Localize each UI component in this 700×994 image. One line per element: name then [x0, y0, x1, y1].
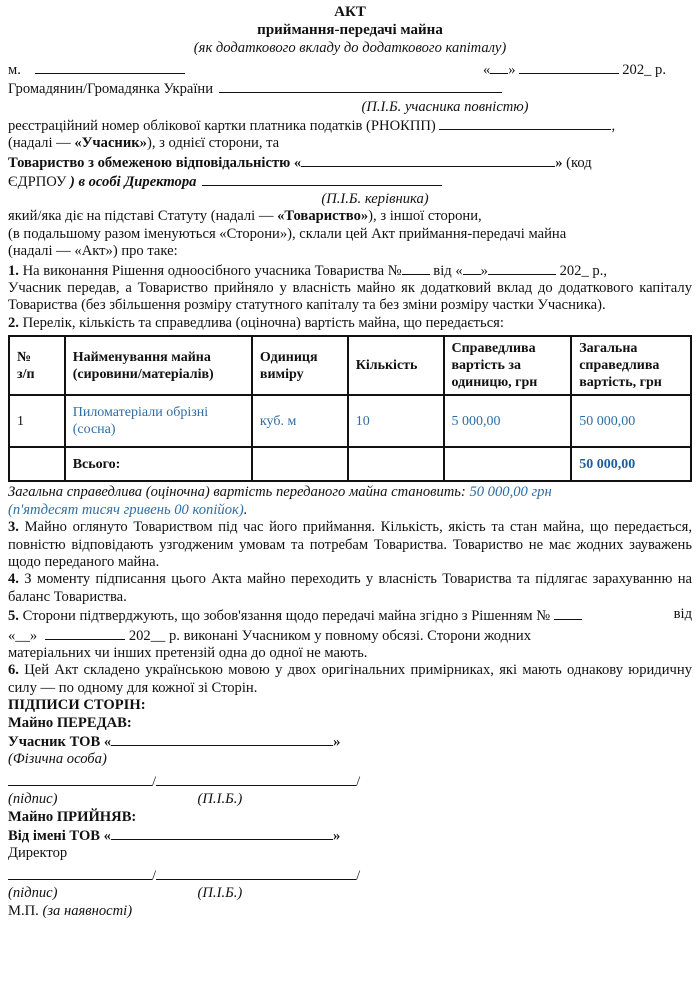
sig-slash-1a: /	[152, 773, 157, 790]
signatures-section	[8, 697, 692, 920]
decision-month-blank	[488, 261, 556, 275]
participant-def-pre: (надалі —	[8, 135, 75, 152]
receiver-signature-line	[8, 865, 692, 885]
total-empty-4	[444, 447, 572, 481]
signatures-heading: ПІДПИСИ СТОРІН:	[8, 697, 146, 714]
year-suffix: 202_ р.	[622, 62, 666, 78]
total-empty-1	[9, 447, 65, 481]
tax-comma: ,	[611, 117, 616, 134]
place-date-line	[8, 60, 692, 79]
clause-6-text: Цей Акт складено українською мовою у двох оригінальних примірниках, які мають однакову юридичну силу — по одному для кожної зі Сторін.	[8, 662, 692, 696]
basis-line-3: (надалі — «Акт») про таке:	[8, 243, 178, 260]
col-header-number	[9, 336, 65, 395]
col-header-number-a: №	[17, 349, 32, 365]
fulfil-month-blank	[45, 626, 125, 640]
col-header-name: Найменування майна (сировини/матеріалів)	[65, 336, 252, 395]
total-amount-words: (п'ятдесят тисяч гривень 00 копійок)	[8, 501, 244, 518]
participant-company-pre: Учасник ТОВ «	[8, 733, 112, 750]
basis-line-1	[8, 208, 692, 225]
clause-5-text-e: матеріальних чи інших претензій одна до одної не мають.	[8, 644, 368, 661]
month-blank	[519, 60, 619, 74]
clause-6-num: 6.	[8, 662, 19, 679]
clause-5	[8, 606, 692, 662]
edrpou-label: ЄДРПОУ	[8, 174, 67, 191]
on-behalf-blank	[111, 826, 333, 840]
clause-4-text: З моменту підписання цього Акта майно переходить у власність Товариства та підлягає зарахуванню на баланс Товариства.	[8, 571, 692, 605]
fulfil-number-blank	[554, 606, 582, 620]
accepted-heading: Майно ПРИЙНЯВ:	[8, 808, 137, 825]
cell-number: 1	[9, 395, 65, 447]
on-behalf-post: »	[332, 828, 341, 844]
table-header-row	[9, 336, 691, 395]
clause-5-text-b: від	[673, 606, 692, 623]
doc-subtitle: приймання-передачі майна	[257, 22, 443, 38]
total-label: Всього:	[65, 447, 252, 481]
doc-title: АКТ	[334, 4, 366, 20]
participant-company-post: »	[333, 733, 341, 750]
tax-line	[8, 116, 692, 135]
city-blank	[35, 60, 185, 74]
doc-note: (як додаткового вкладу до додаткового капіталу)	[193, 40, 507, 56]
clause-1	[8, 261, 692, 315]
total-empty-3	[348, 447, 444, 481]
cell-total: 50 000,00	[571, 395, 691, 447]
edrpou-line	[8, 172, 692, 191]
clause-6	[8, 662, 692, 697]
table-row	[9, 395, 691, 447]
citizen-caption: (П.І.Б. учасника повністю)	[361, 98, 529, 115]
date-mid: »	[508, 62, 516, 78]
on-behalf-pre: Від імені ТОВ «	[8, 828, 111, 844]
clause-3-num: 3.	[8, 519, 19, 536]
transferor-signature-line	[8, 771, 692, 791]
director-intro: ) в особі Директора	[69, 174, 197, 191]
clause-1-num: 1.	[8, 262, 19, 279]
decision-day-blank	[463, 261, 481, 275]
participant-company-line	[8, 732, 692, 751]
director-caption: (П.І.Б. керівника)	[321, 191, 429, 208]
tax-blank	[439, 116, 611, 130]
clause-5-num: 5.	[8, 608, 19, 625]
receiver-name-caption: (П.І.Б.)	[197, 885, 243, 902]
transferor-captions	[8, 791, 692, 808]
total-empty-2	[252, 447, 348, 481]
seal-note: (за наявності)	[42, 902, 133, 919]
individual-note: (Фізична особа)	[8, 751, 107, 768]
company-name-post: »	[555, 154, 563, 171]
receiver-sign-blank	[8, 865, 152, 880]
cell-unit: куб. м	[252, 395, 348, 447]
director-label: Директор	[8, 845, 68, 862]
clause-5-text-c: «__»	[8, 627, 38, 644]
clause-2-text: Перелік, кількість та справедлива (оціночна) вартість майна, що передається:	[18, 314, 504, 331]
day-blank	[490, 60, 508, 74]
basis-line-2: (в подальшому разом іменуються «Сторони»), склали цей Акт приймання-передачі майна	[8, 225, 567, 242]
transferor-name-caption: (П.І.Б.)	[197, 791, 243, 808]
table-total-row	[9, 447, 691, 481]
property-table	[8, 335, 692, 482]
clause-2-num: 2.	[8, 314, 19, 331]
clause-1-text-d: 202_ р.,	[555, 262, 607, 279]
date-open: «	[482, 62, 491, 78]
clause-2	[8, 315, 692, 332]
participant-company-blank	[111, 732, 333, 746]
total-value: 50 000,00	[571, 447, 691, 481]
cell-item-name: Пиломатеріали обрізні (сосна)	[65, 395, 252, 447]
participant-def-post: ), з однієї сторони, та	[146, 135, 280, 152]
col-header-unit-price: Справедлива вартість за одиницю, грн	[444, 336, 572, 395]
col-header-unit: Одиниця виміру	[252, 336, 348, 395]
basis-term: «Товариство»	[277, 208, 369, 225]
city-prefix: м.	[8, 62, 21, 78]
sig-slash-2a: /	[152, 867, 157, 884]
receiver-sign-caption: (підпис)	[8, 885, 58, 902]
city-field	[8, 60, 185, 79]
col-header-number-b: з/п	[17, 366, 35, 382]
company-line	[8, 153, 692, 172]
date-field	[483, 60, 666, 79]
transferor-sign-blank	[8, 771, 152, 786]
total-statement-end: .	[243, 501, 248, 518]
citizen-line	[8, 79, 692, 98]
col-header-quantity: Кількість	[348, 336, 444, 395]
clause-4	[8, 571, 692, 606]
code-label: (код	[566, 154, 592, 171]
cell-quantity: 10	[348, 395, 444, 447]
basis-pre: який/яка діє на підставі Статуту (надалі —	[8, 208, 278, 225]
transferor-sign-caption: (підпис)	[8, 791, 58, 808]
clause-1-text-b: від «	[429, 262, 463, 279]
sig-slash-2b: /	[356, 867, 361, 884]
col-header-total: Загальна справедлива вартість, грн	[571, 336, 691, 395]
company-name-blank	[301, 153, 555, 167]
total-statement-pre: Загальна справедлива (оціночна) вартість переданого майна становить:	[8, 484, 470, 501]
clause-1-text-c: »	[480, 262, 488, 279]
clause-1-rest: Учасник передав, а Товариство прийняло у власність майно як додатковий вклад до додаткового капіталу Товариства (без збільшення розміру статутного капіталу та без зміни розміру частки Учасника).	[8, 280, 692, 314]
citizen-name-blank	[219, 79, 502, 93]
total-amount: 50 000,00 грн	[469, 484, 552, 501]
receiver-name-blank	[156, 865, 356, 880]
participant-def-line	[8, 135, 692, 152]
receiver-captions	[8, 885, 692, 902]
participant-def-term: «Учасник»	[74, 135, 147, 152]
total-statement	[8, 484, 692, 519]
tax-label: реєстраційний номер облікової картки платника податків (РНОКПП)	[8, 117, 436, 134]
sig-slash-1b: /	[356, 773, 361, 790]
clause-5-text-d: 202__ р. виконані Учасником у повному обсязі. Сторони жодних	[125, 627, 532, 644]
basis-post: ), з іншої сторони,	[368, 208, 482, 225]
decision-number-blank	[402, 261, 430, 275]
transferred-heading: Майно ПЕРЕДАВ:	[8, 714, 132, 731]
director-name-blank	[202, 172, 442, 186]
clause-4-num: 4.	[8, 571, 19, 588]
company-rep-line	[8, 826, 692, 845]
seal-label: М.П.	[8, 902, 43, 919]
clause-3-text: Майно оглянуто Товариством під час його приймання. Кількість, якість та стан майна, що передається, повністю відповідають узгодженим умовам та потребам Товариства. Товариство не має жодних зауважень щодо переданого майна.	[8, 519, 692, 570]
clause-1-text-a: На виконання Рішення одноосібного учасника Товариства №	[18, 262, 402, 279]
cell-unit-price: 5 000,00	[444, 395, 572, 447]
clause-3	[8, 519, 692, 571]
seal-line	[8, 903, 692, 920]
citizen-label: Громадянин/Громадянка України	[8, 81, 214, 98]
company-name-pre: Товариство з обмеженою відповідальністю «	[8, 154, 302, 171]
clause-5-text-a: Сторони підтверджують, що зобов'язання щодо передачі майна згідно з Рішенням №	[18, 608, 551, 625]
transferor-name-blank	[156, 771, 356, 786]
